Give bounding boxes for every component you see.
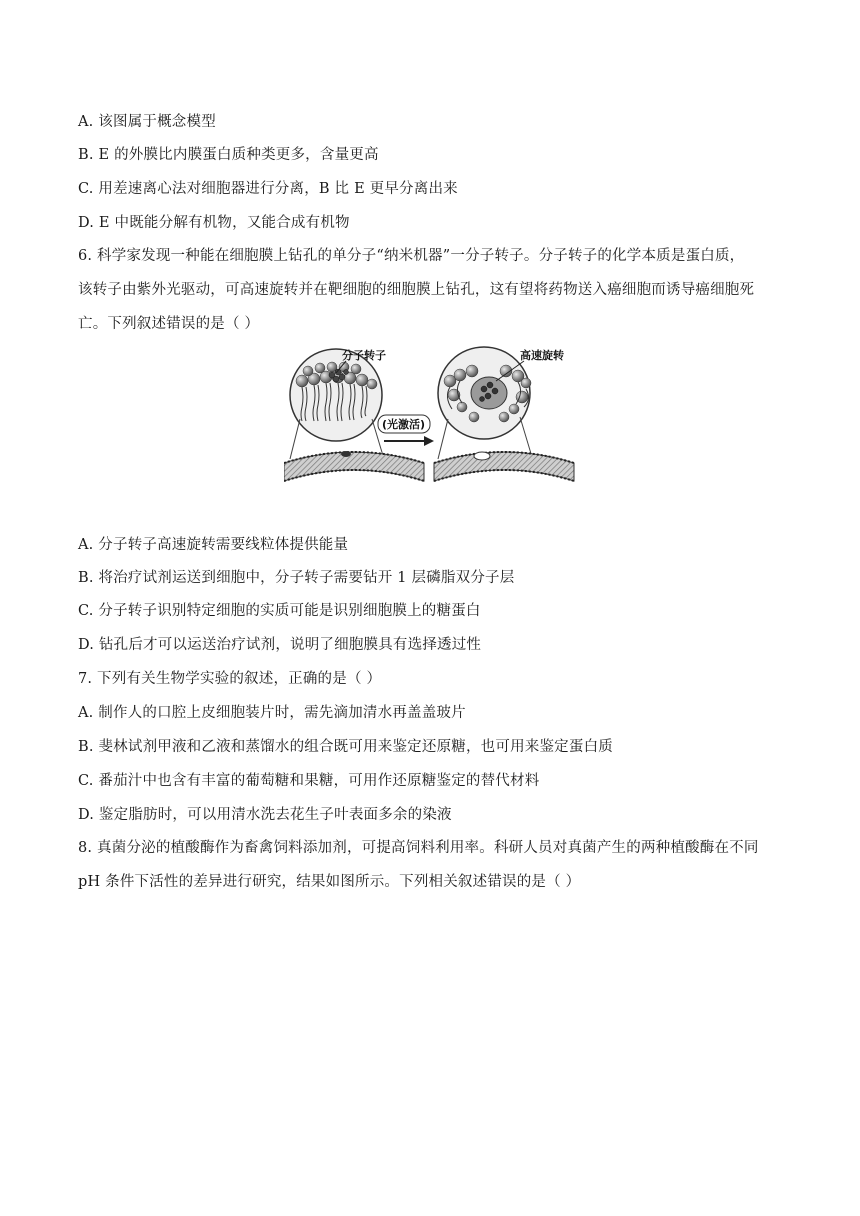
q8-stem-line-2: pH 条件下活性的差异进行研究，结果如图所示。下列相关叙述错误的是（ ） (78, 874, 581, 890)
q5-option-a: A. 该图属于概念模型 (78, 114, 216, 130)
q5-option-b: B. E 的外膜比内膜蛋白质种类更多，含量更高 (78, 147, 379, 163)
q7-option-c: C. 番茄汁中也含有丰富的葡萄糖和果糖，可用作还原糖鉴定的替代材料 (78, 773, 540, 789)
q8-stem-line-1: 8. 真菌分泌的植酸酶作为畜禽饲料添加剂，可提高饲料利用率。科研人员对真菌产生的两种植酸酶在不同 (78, 840, 759, 856)
molecular-rotor-figure (284, 341, 578, 493)
q7-option-d: D. 鉴定脂肪时，可以用清水洗去花生子叶表面多余的染液 (78, 807, 452, 823)
left-membrane (284, 451, 424, 481)
q6-option-d: D. 钻孔后才可以运送治疗试剂，说明了细胞膜具有选择透过性 (78, 637, 482, 653)
q6-option-a: A. 分子转子高速旋转需要线粒体提供能量 (78, 537, 349, 553)
q6-stem-line-1: 6. 科学家发现一种能在细胞膜上钻孔的单分子“纳米机器”一分子转子。分子转子的化学本质是蛋白质， (78, 248, 745, 264)
figure-label-molecular-rotor: 分子转子 (342, 349, 386, 362)
q6-option-b: B. 将治疗试剂运送到细胞中，分子转子需要钻开 1 层磷脂双分子层 (78, 570, 515, 586)
q7-option-b: B. 斐林试剂甲液和乙液和蒸馏水的组合既可用来鉴定还原糖，也可用来鉴定蛋白质 (78, 739, 613, 755)
right-zoom-circle (438, 347, 531, 439)
q7-stem: 7. 下列有关生物学实验的叙述，正确的是（ ） (78, 671, 382, 687)
q6-stem-line-3: 亡。下列叙述错误的是（ ） (78, 316, 260, 332)
q6-stem-line-2: 该转子由紫外光驱动，可高速旋转并在靶细胞的细胞膜上钻孔，这有望将药物送入癌细胞而诱导癌细胞死 (78, 282, 755, 298)
right-membrane (434, 452, 574, 481)
figure-label-light-activation: (光激活) (382, 418, 426, 431)
q5-option-c: C. 用差速离心法对细胞器进行分离，B 比 E 更早分离出来 (78, 181, 458, 197)
q5-option-d: D. E 中既能分解有机物，又能合成有机物 (78, 215, 350, 231)
figure-label-high-speed-rotation: 高速旋转 (520, 349, 564, 362)
q6-option-c: C. 分子转子识别特定细胞的实质可能是识别细胞膜上的糖蛋白 (78, 603, 481, 619)
q7-option-a: A. 制作人的口腔上皮细胞装片时，需先滴加清水再盖盖玻片 (78, 705, 466, 721)
left-zoom-circle (290, 349, 382, 441)
